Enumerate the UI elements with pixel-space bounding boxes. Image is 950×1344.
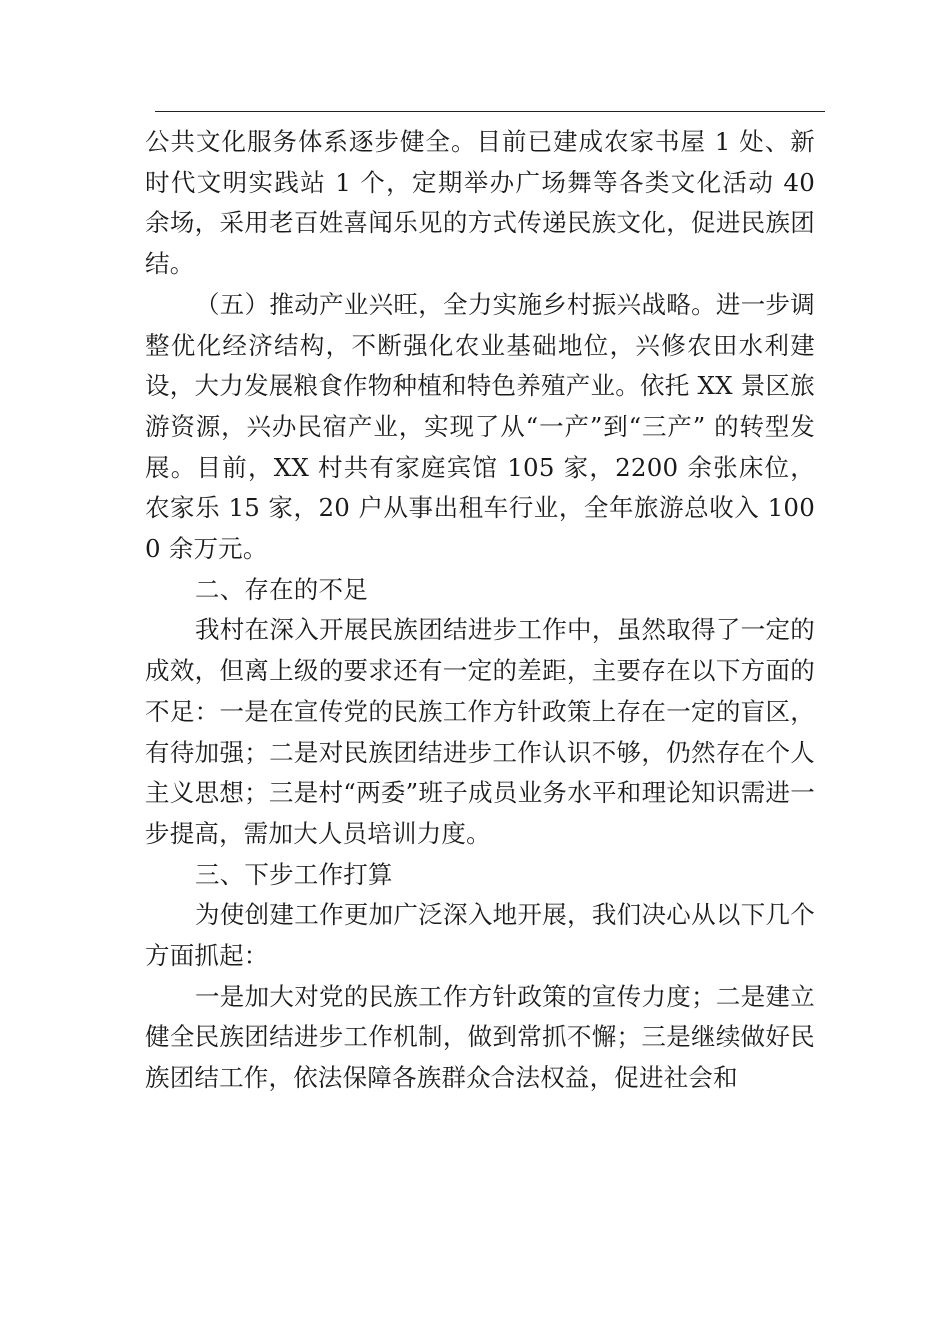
- paragraph-industry: （五）推动产业兴旺，全力实施乡村振兴战略。进一步调整优化经济结构，不断强化农业基础地位，兴修农田水利建设，大力发展粮食作物种植和特色养殖产业。依托 XX 景区旅游资源，兴办民宿产业，实现了从“一产”到“三产” 的转型发展。目前，XX 村共有家庭宾馆 105 家，2200 余张床位，农家乐 15 家，20 户从事出租车行业，全年旅游总收入 1000 余万元。: [145, 289, 815, 564]
- document-body: [145, 122, 815, 1099]
- heading-next-steps: 三、下步工作打算: [195, 859, 393, 889]
- heading-shortcomings: 二、存在的不足: [195, 574, 368, 604]
- paragraph-next-steps-detail: 一是加大对党的民族工作方针政策的宣传力度；二是建立健全民族团结进步工作机制，做到常抓不懈；三是继续做好民族团结工作，依法保障各族群众合法权益，促进社会和: [145, 981, 815, 1093]
- paragraph-next-steps-intro: 为使创建工作更加广泛深入地开展，我们决心从以下几个方面抓起：: [145, 900, 815, 971]
- header-rule: [155, 111, 825, 112]
- paragraph-shortcomings: 我村在深入开展民族团结进步工作中，虽然取得了一定的成效，但离上级的要求还有一定的差距，主要存在以下方面的不足：一是在宣传党的民族工作方针政策上存在一定的盲区，有待加强；二是对民族团结进步工作认识不够，仍然存在个人主义思想；三是村“两委”班子成员业务水平和理论知识需进一步提高，需加大人员培训力度。: [145, 615, 815, 848]
- paragraph-public-culture: 公共文化服务体系逐步健全。目前已建成农家书屋 1 处、新时代文明实践站 1 个，定期举办广场舞等各类文化活动 40 余场，采用老百姓喜闻乐见的方式传递民族文化，促进民族团结。: [145, 127, 815, 279]
